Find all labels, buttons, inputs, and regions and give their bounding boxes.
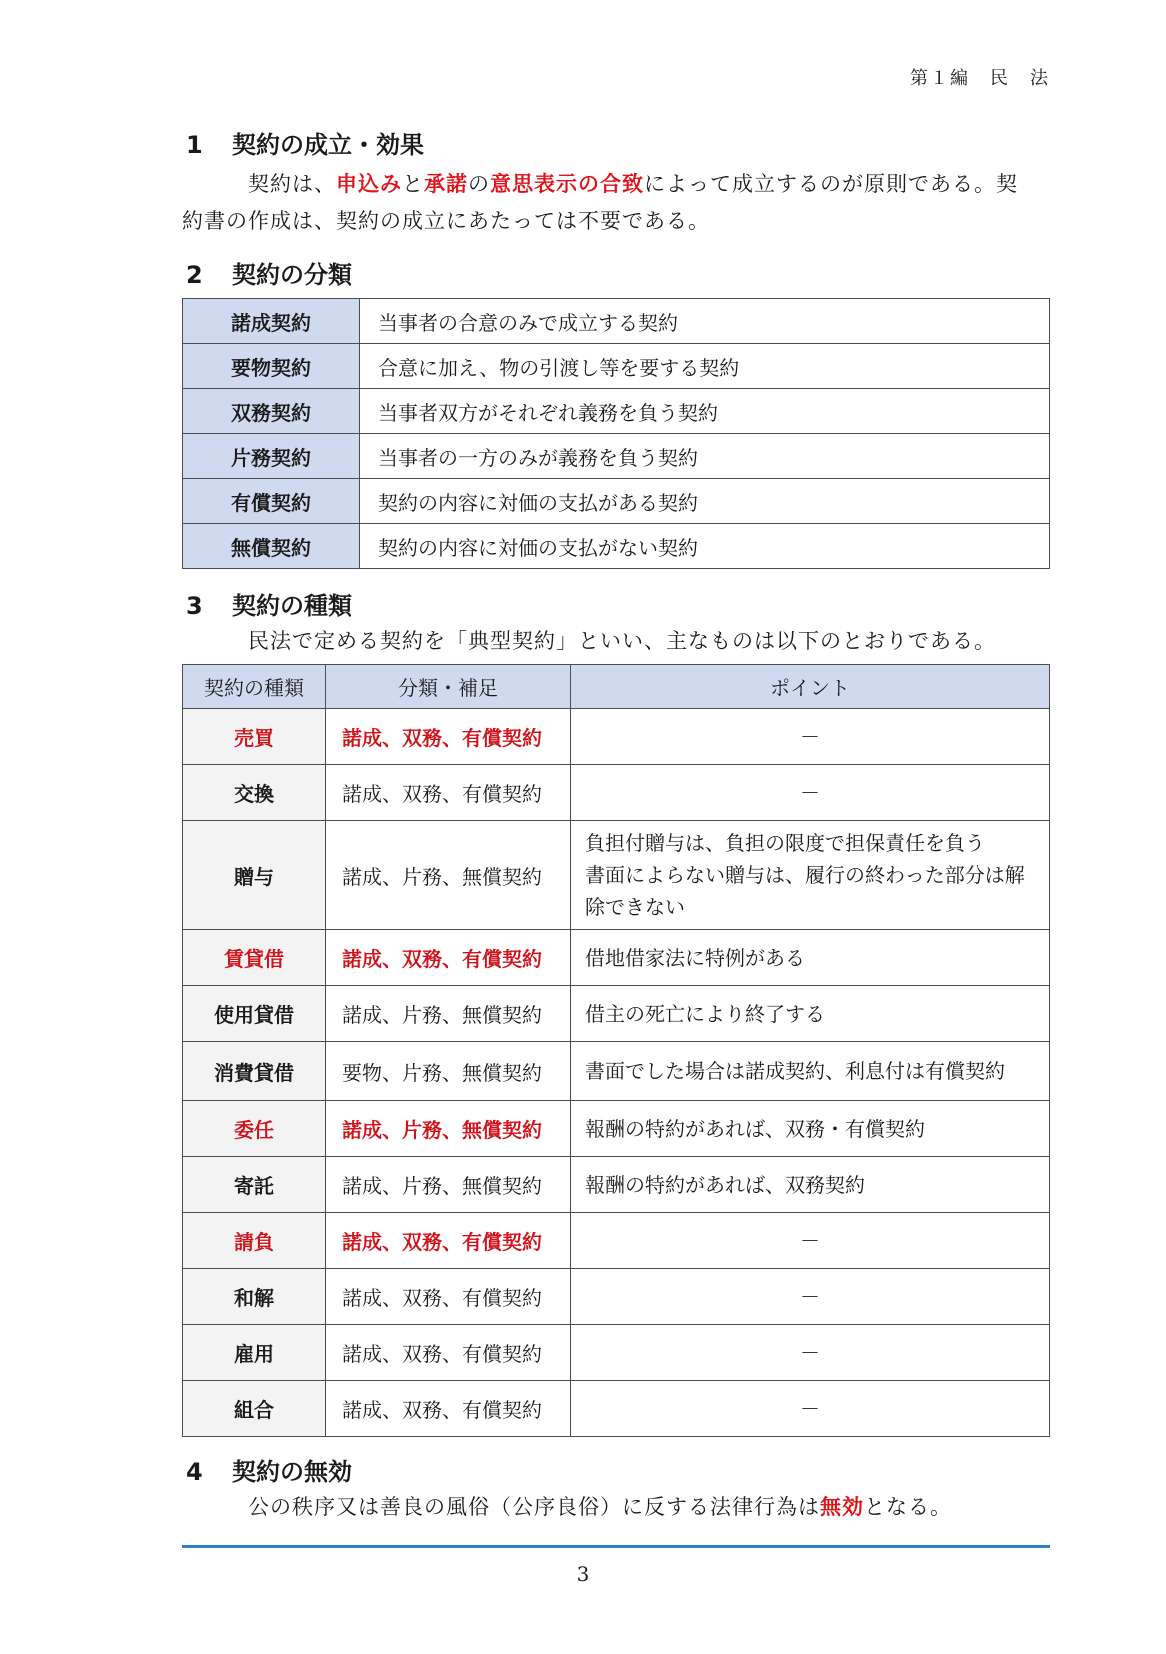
cell-key: 片務契約 xyxy=(183,434,360,479)
cell-key: 無償契約 xyxy=(183,524,360,569)
section-number: 1 xyxy=(186,131,203,159)
section-number: 4 xyxy=(186,1458,203,1486)
table-row xyxy=(183,344,1050,389)
cell-name: 売買 xyxy=(183,709,326,765)
section-title-text: 契約の分類 xyxy=(232,261,352,289)
cell-class: 諾成、双務、有償契約 xyxy=(326,765,571,821)
table-row xyxy=(183,821,1050,930)
cell-name: 委任 xyxy=(183,1101,326,1157)
cell-name: 雇用 xyxy=(183,1325,326,1381)
section-title-text: 契約の種類 xyxy=(232,592,352,620)
table-row xyxy=(183,1101,1050,1157)
highlight-acceptance: 承諾 xyxy=(424,172,468,196)
section-title-text: 契約の無効 xyxy=(232,1458,352,1486)
section-3-intro: 民法で定める契約を「典型契約」といい、主なものは以下のとおりである。 xyxy=(248,629,996,653)
table-row xyxy=(183,1042,1050,1101)
table-row xyxy=(183,986,1050,1042)
highlight-offer: 申込み xyxy=(336,172,402,196)
cell-class: 諾成、片務、無償契約 xyxy=(326,1101,571,1157)
cell-name: 寄託 xyxy=(183,1157,326,1213)
text: 約書の作成は、契約の成立にあたっては不要である。 xyxy=(182,209,710,233)
section-4-paragraph xyxy=(182,1489,1050,1526)
cell-point: 書面でした場合は諾成契約、利息付は有償契約 xyxy=(571,1042,1050,1101)
table-header-row xyxy=(183,665,1050,709)
column-header: 分類・補足 xyxy=(326,665,571,709)
cell-class: 要物、片務、無償契約 xyxy=(326,1042,571,1101)
classification-table xyxy=(182,298,1050,569)
highlight-agreement: 意思表示の合致 xyxy=(490,172,644,196)
cell-point: 借主の死亡により終了する xyxy=(571,986,1050,1042)
text: の xyxy=(468,172,490,196)
cell-name: 賃貸借 xyxy=(183,930,326,986)
cell-class: 諾成、片務、無償契約 xyxy=(326,1157,571,1213)
cell-point: － xyxy=(571,1269,1050,1325)
cell-value: 当事者の一方のみが義務を負う契約 xyxy=(360,434,1050,479)
cell-class: 諾成、片務、無償契約 xyxy=(326,986,571,1042)
table-row xyxy=(183,930,1050,986)
cell-point: 借地借家法に特例がある xyxy=(571,930,1050,986)
cell-value: 当事者の合意のみで成立する契約 xyxy=(360,299,1050,344)
text: となる。 xyxy=(864,1495,952,1519)
cell-class: 諾成、双務、有償契約 xyxy=(326,1269,571,1325)
page-number: 3 xyxy=(576,1562,590,1586)
section-2-title xyxy=(182,258,1050,292)
cell-name: 消費貸借 xyxy=(183,1042,326,1101)
cell-value: 契約の内容に対価の支払がある契約 xyxy=(360,479,1050,524)
page-content xyxy=(182,128,1050,1526)
cell-key: 要物契約 xyxy=(183,344,360,389)
cell-value: 合意に加え、物の引渡し等を要する契約 xyxy=(360,344,1050,389)
footer-rule xyxy=(182,1545,1050,1548)
cell-point: － xyxy=(571,709,1050,765)
table-row xyxy=(183,389,1050,434)
cell-name: 贈与 xyxy=(183,821,326,930)
cell-class: 諾成、双務、有償契約 xyxy=(326,709,571,765)
column-header: 契約の種類 xyxy=(183,665,326,709)
text: と xyxy=(402,172,424,196)
text: によって成立するのが原則である。契 xyxy=(644,172,1018,196)
cell-key: 有償契約 xyxy=(183,479,360,524)
table-row xyxy=(183,765,1050,821)
cell-point: － xyxy=(571,765,1050,821)
cell-name: 交換 xyxy=(183,765,326,821)
cell-name: 和解 xyxy=(183,1269,326,1325)
table-row xyxy=(183,1381,1050,1437)
cell-point: 報酬の特約があれば、双務契約 xyxy=(571,1157,1050,1213)
section-number: 3 xyxy=(186,592,203,620)
table-row xyxy=(183,299,1050,344)
table-row xyxy=(183,1325,1050,1381)
cell-name: 請負 xyxy=(183,1213,326,1269)
highlight-void: 無効 xyxy=(820,1495,864,1519)
cell-class: 諾成、片務、無償契約 xyxy=(326,821,571,930)
cell-class: 諾成、双務、有償契約 xyxy=(326,1381,571,1437)
point-line: 負担付贈与は、負担の限度で担保責任を負う xyxy=(585,831,985,855)
running-header: 第１編 民 法 xyxy=(910,68,1050,89)
contract-types-table xyxy=(182,664,1050,1437)
table-row xyxy=(183,709,1050,765)
cell-point: － xyxy=(571,1213,1050,1269)
table-row xyxy=(183,524,1050,569)
cell-class: 諾成、双務、有償契約 xyxy=(326,930,571,986)
table-row xyxy=(183,1157,1050,1213)
section-4-title xyxy=(182,1455,1050,1489)
section-number: 2 xyxy=(186,261,203,289)
cell-name: 組合 xyxy=(183,1381,326,1437)
text: 契約は、 xyxy=(248,172,336,196)
cell-key: 双務契約 xyxy=(183,389,360,434)
section-1-title xyxy=(182,128,1050,162)
cell-name: 使用貸借 xyxy=(183,986,326,1042)
table-row xyxy=(183,1213,1050,1269)
cell-key: 諾成契約 xyxy=(183,299,360,344)
cell-point: － xyxy=(571,1325,1050,1381)
cell-point: 報酬の特約があれば、双務・有償契約 xyxy=(571,1101,1050,1157)
cell-point xyxy=(571,821,1050,930)
section-1-paragraph xyxy=(182,166,1050,240)
point-line: 書面によらない贈与は、履行の終わった部分は解除できない xyxy=(585,863,1025,919)
text: 公の秩序又は善良の風俗（公序良俗）に反する法律行為は xyxy=(248,1495,820,1519)
table-row xyxy=(183,1269,1050,1325)
section-3-title xyxy=(182,589,1050,623)
cell-value: 契約の内容に対価の支払がない契約 xyxy=(360,524,1050,569)
cell-class: 諾成、双務、有償契約 xyxy=(326,1325,571,1381)
section-title-text: 契約の成立・効果 xyxy=(232,131,424,159)
table-row xyxy=(183,434,1050,479)
cell-point: － xyxy=(571,1381,1050,1437)
column-header: ポイント xyxy=(571,665,1050,709)
table-row xyxy=(183,479,1050,524)
cell-class: 諾成、双務、有償契約 xyxy=(326,1213,571,1269)
cell-value: 当事者双方がそれぞれ義務を負う契約 xyxy=(360,389,1050,434)
